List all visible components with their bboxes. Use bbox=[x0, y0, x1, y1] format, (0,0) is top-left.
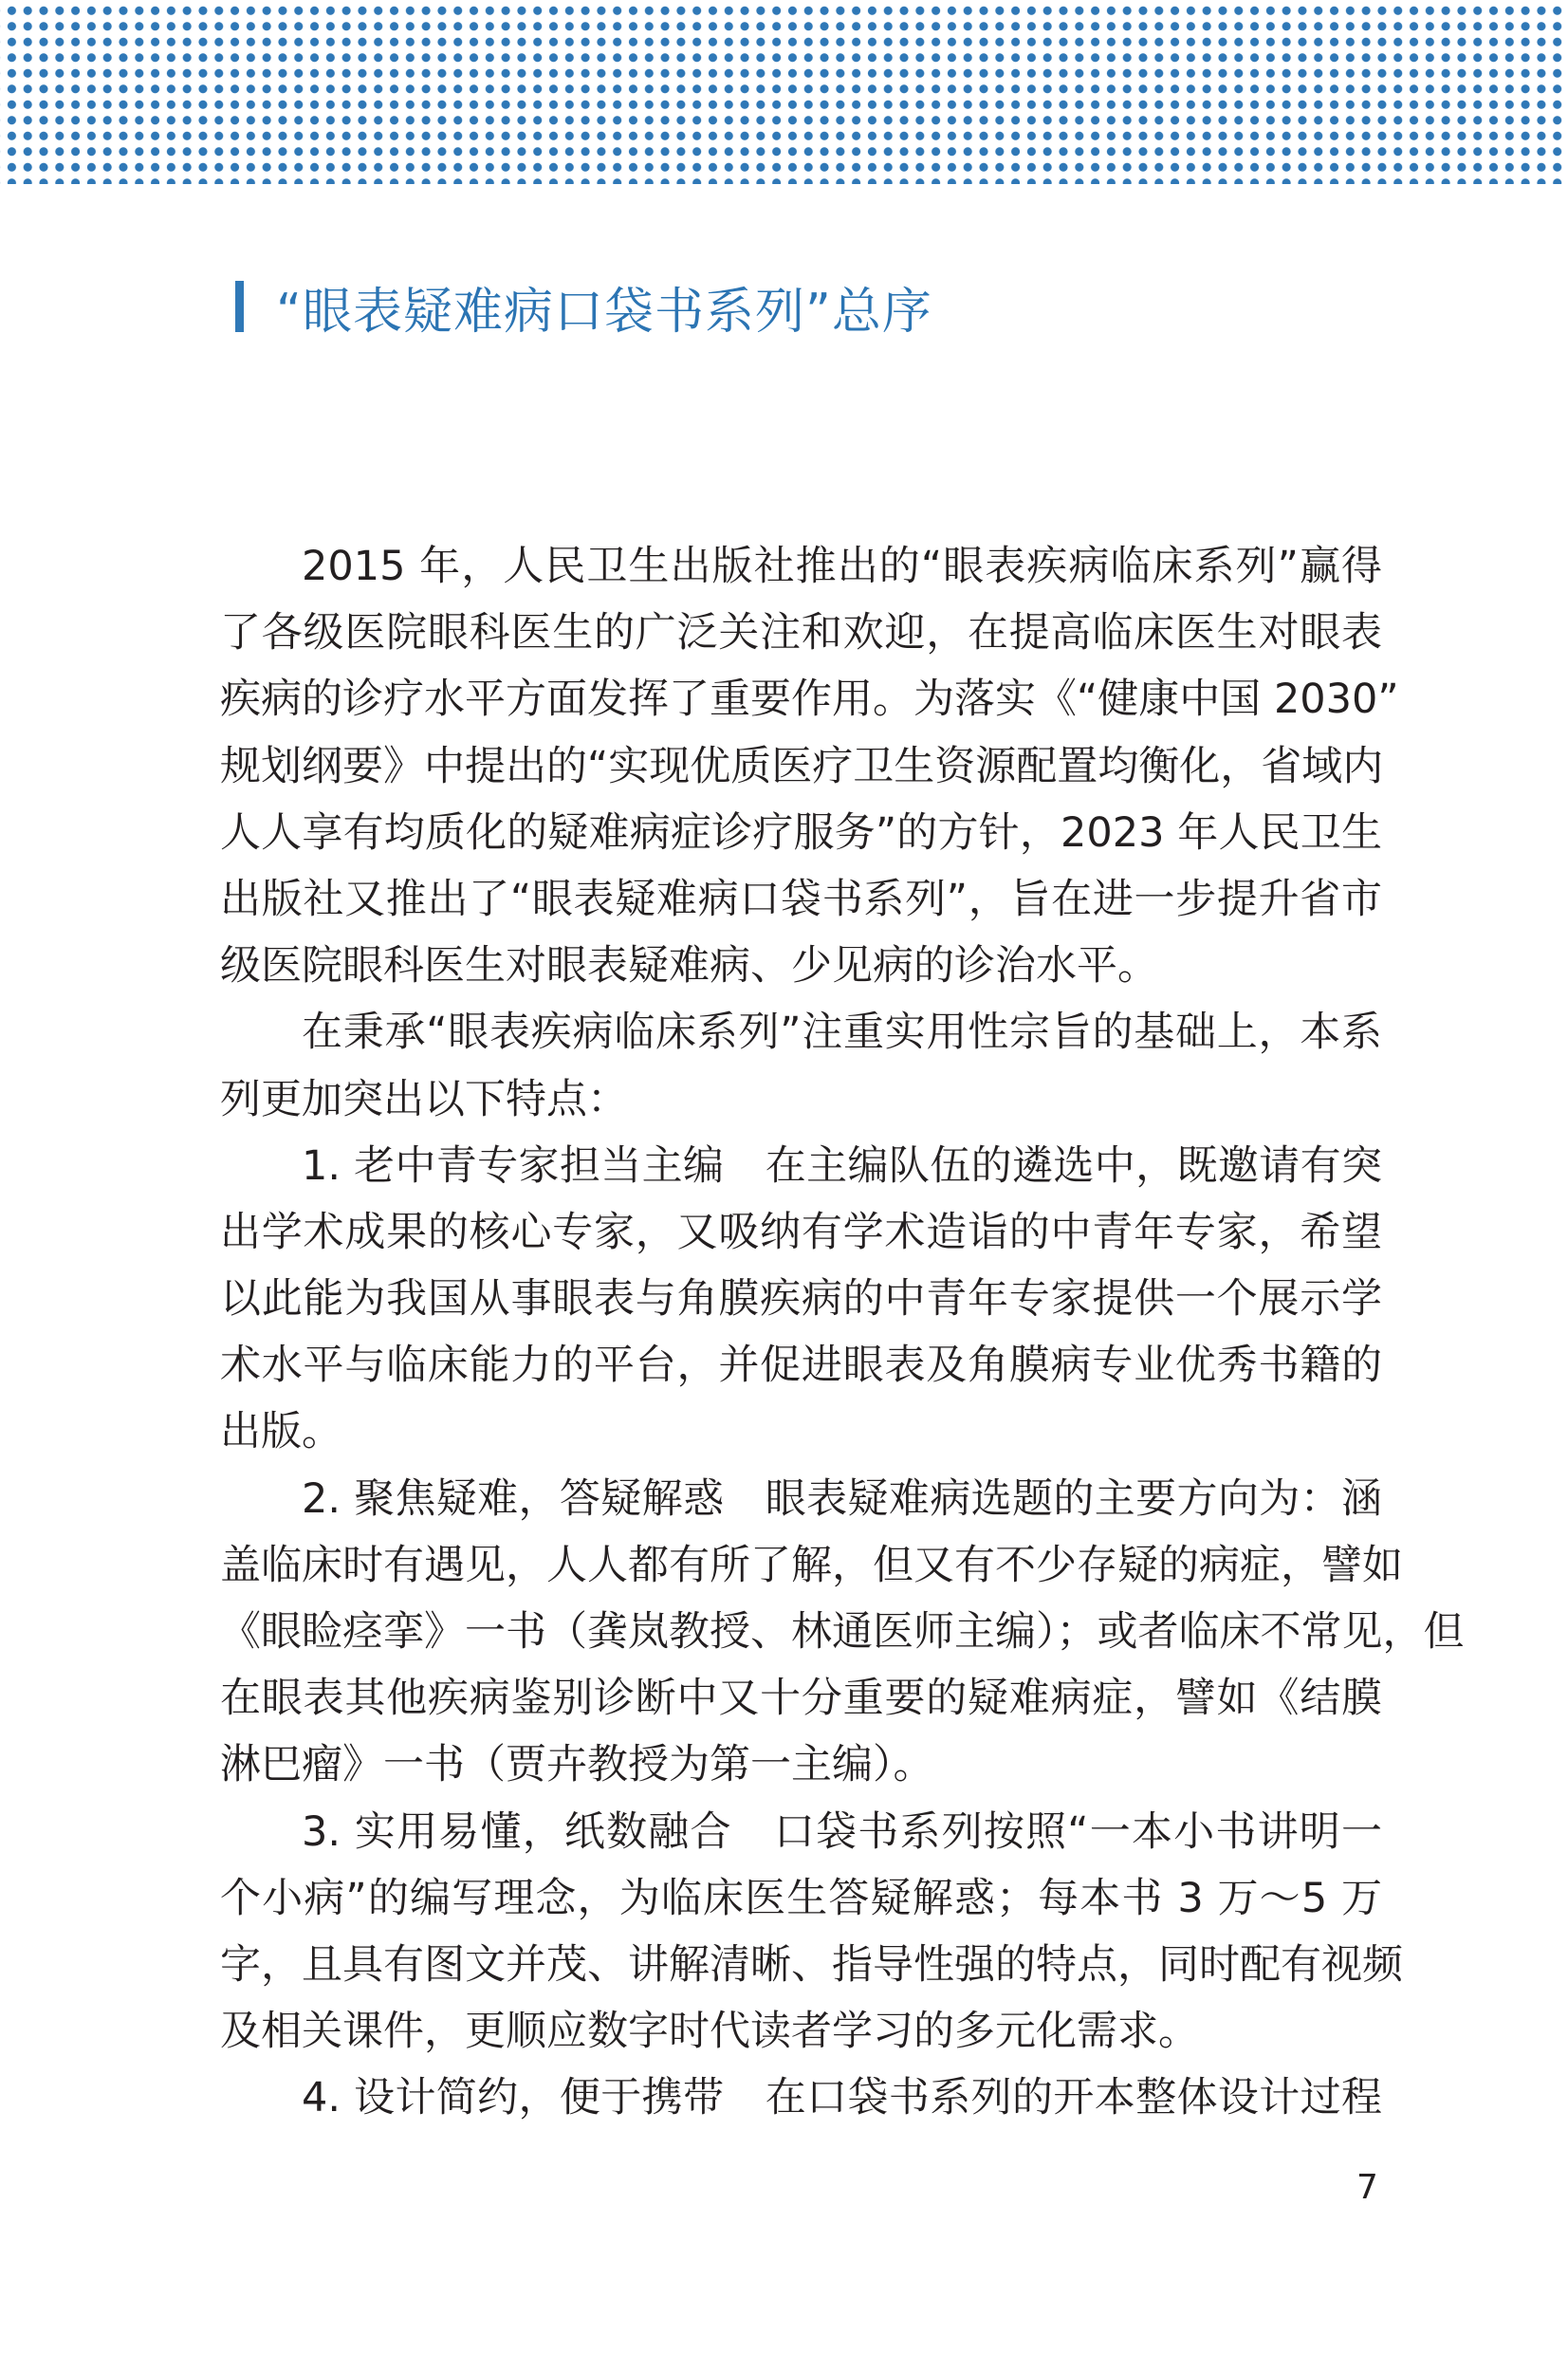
text-line: 盖临床时有遇见，人人都有所了解，但又有不少存疑的病症，譬如 bbox=[220, 1541, 1403, 1589]
page-number: 7 bbox=[1356, 2168, 1378, 2207]
text-line: 在秉承“眼表疾病临床系列”注重实用性宗旨的基础上，本系 bbox=[302, 1009, 1382, 1057]
text-line: 淋巴瘤》一书（贾卉教授为第一主编）。 bbox=[220, 1741, 934, 1789]
text-line: 人人享有均质化的疑难病症诊疗服务”的方针，2023 年人民卫生 bbox=[220, 808, 1382, 857]
section-heading bbox=[235, 269, 932, 344]
heading-accent-bar bbox=[235, 281, 244, 332]
text-line: 以此能为我国从事眼表与角膜疾病的中青年专家提供一个展示学 bbox=[220, 1275, 1382, 1324]
text-line: 及相关课件，更顺应数字时代读者学习的多元化需求。 bbox=[220, 2008, 1199, 2056]
text-line: 出学术成果的核心专家，又吸纳有学术造诣的中青年专家，希望 bbox=[220, 1208, 1382, 1256]
text-line: 在眼表其他疾病鉴别诊断中又十分重要的疑难病症，譬如《结膜 bbox=[220, 1675, 1382, 1723]
dotted-header-band bbox=[0, 0, 1568, 184]
text-line: 列更加突出以下特点： bbox=[220, 1075, 628, 1123]
text-line: 疾病的诊疗水平方面发挥了重要作用。为落实《“健康中国 2030” bbox=[220, 676, 1399, 724]
text-line: 《眼睑痉挛》一书（龚岚教授、林通医师主编）；或者临床不常见，但 bbox=[220, 1608, 1465, 1656]
text-line: 2. 聚焦疑难，答疑解惑 眼表疑难病选题的主要方向为：涵 bbox=[302, 1474, 1382, 1523]
text-line: 出版。 bbox=[220, 1408, 342, 1456]
text-line: 1. 老中青专家担当主编 在主编队伍的遴选中，既邀请有突 bbox=[302, 1141, 1382, 1190]
text-line: 字，且具有图文并茂、讲解清晰、指导性强的特点，同时配有视频 bbox=[220, 1940, 1403, 1989]
body-text bbox=[220, 533, 1465, 2132]
text-line: 了各级医院眼科医生的广泛关注和欢迎，在提高临床医生对眼表 bbox=[220, 609, 1382, 658]
text-line: 术水平与临床能力的平台，并促进眼表及角膜病专业优秀书籍的 bbox=[220, 1342, 1382, 1390]
text-line: 3. 实用易懂，纸数融合 口袋书系列按照“一本小书讲明一 bbox=[302, 1807, 1382, 1856]
text-line: 级医院眼科医生对眼表疑难病、少见病的诊治水平。 bbox=[220, 942, 1158, 991]
text-line: 个小病”的编写理念，为临床医生答疑解惑；每本书 3 万～5 万 bbox=[220, 1874, 1382, 1922]
text-line: 2015 年，人民卫生出版社推出的“眼表疾病临床系列”赢得 bbox=[302, 543, 1382, 590]
text-line: 规划纲要》中提出的“实现优质医疗卫生资源配置均衡化，省域内 bbox=[220, 742, 1384, 790]
text-line: 4. 设计简约，便于携带 在口袋书系列的开本整体设计过程 bbox=[302, 2074, 1382, 2122]
text-line: 出版社又推出了“眼表疑难病口袋书系列”，旨在进一步提升省市 bbox=[220, 875, 1382, 923]
section-title: “眼表疑难病口袋书系列”总序 bbox=[276, 283, 932, 341]
